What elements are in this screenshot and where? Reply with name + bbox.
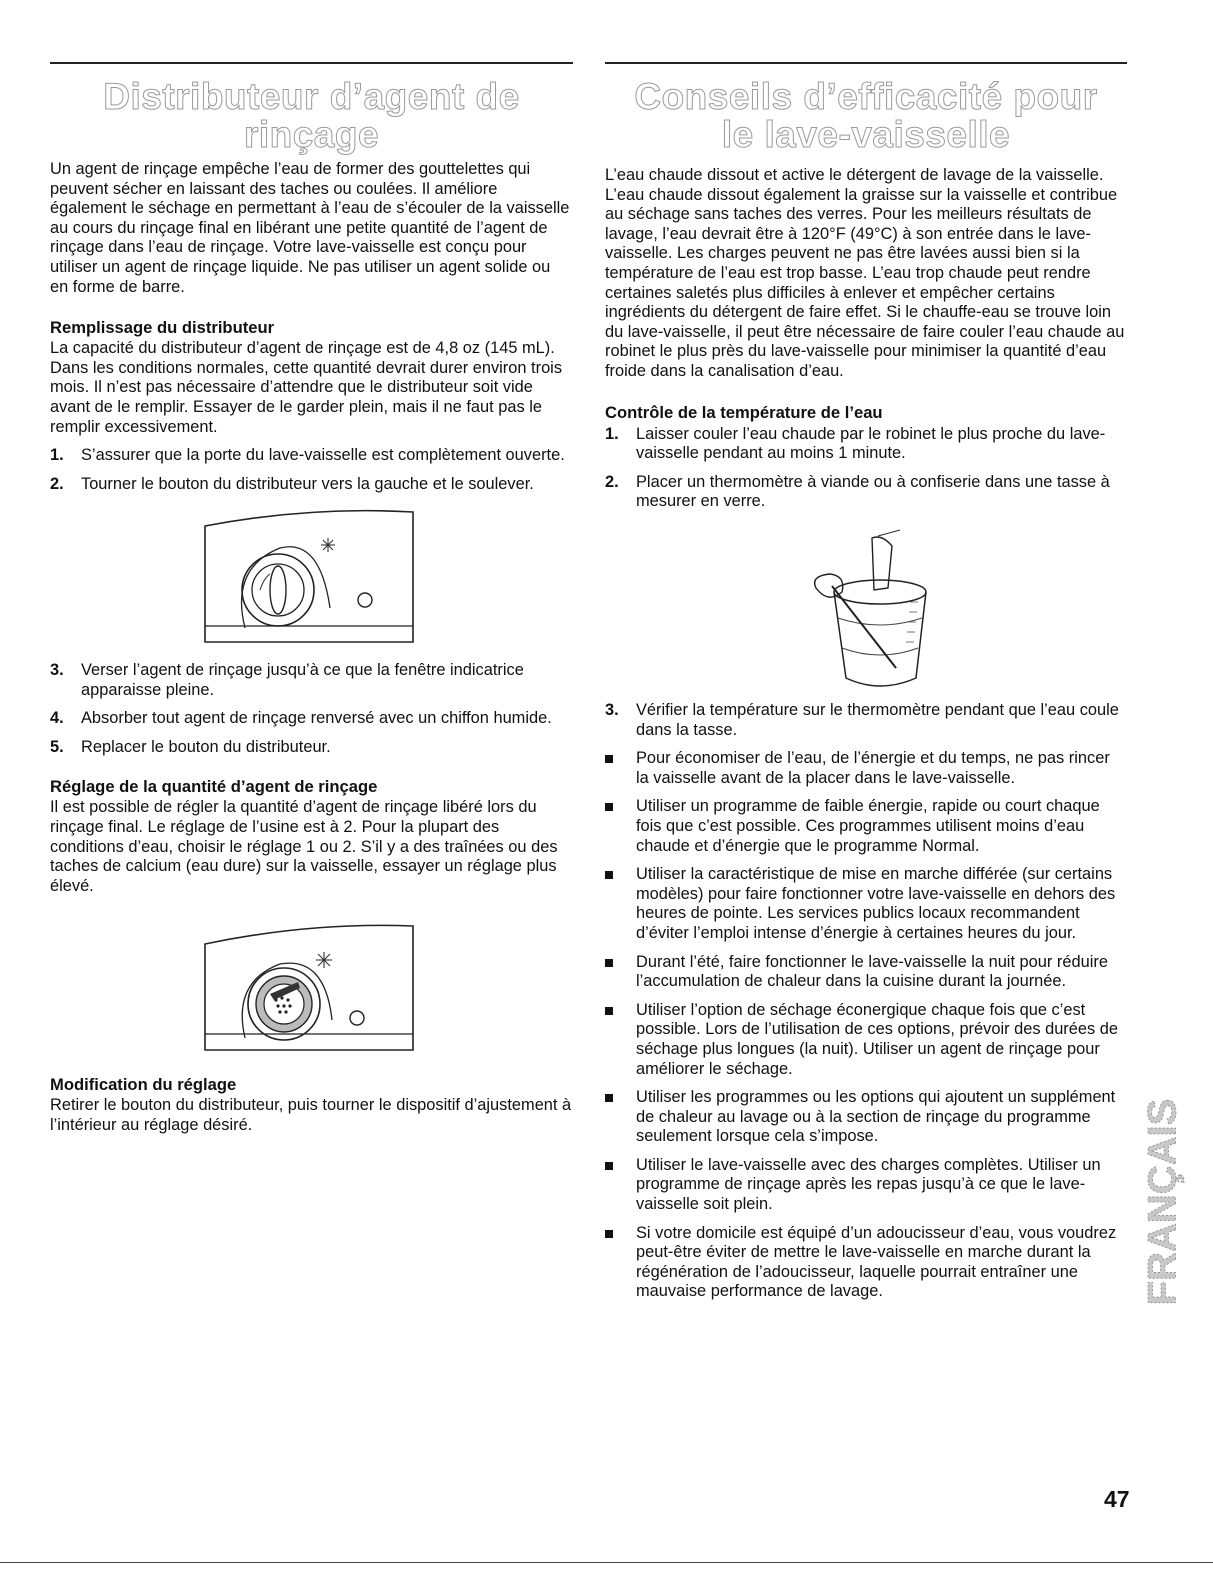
- step-number: 3.: [605, 701, 619, 719]
- step-number: 4.: [50, 709, 64, 728]
- bullet-icon: [605, 1230, 613, 1238]
- tip-text: Utiliser un programme de faible énergie, rapide ou court chaque fois que c’est possible. Ces programmes utilisent moins d’eau chaude et d’énergie que le programme Normal.: [636, 797, 1100, 855]
- fill-heading: Remplissage du distributeur: [50, 318, 275, 338]
- page-number: 47: [1104, 1486, 1130, 1512]
- bullet-icon: [605, 755, 613, 763]
- section-rule: [50, 62, 573, 64]
- right-column: [605, 62, 1127, 512]
- tip-item: [605, 1156, 1127, 1215]
- step-text: Placer un thermomètre à viande ou à confiserie dans une tasse à mesurer en verre.: [636, 472, 1110, 511]
- tip-item: [605, 797, 1127, 856]
- step-item: [50, 446, 573, 466]
- modify-paragraph: Retirer le bouton du distributeur, puis tourner le dispositif d’ajustement à l’intérieur au réglage désiré.: [50, 1096, 572, 1134]
- step-text: Tourner le bouton du distributeur vers la gauche et le soulever.: [81, 474, 534, 493]
- left-column-continued: [50, 661, 573, 896]
- steps-list-continued: [605, 701, 1127, 740]
- section-title: Distributeur d’agent de rinçage: [103, 76, 520, 155]
- left-column-end: [50, 1075, 573, 1135]
- intro-paragraph: L’eau chaude dissout et active le détergent de lavage de la vaisselle. L’eau chaude dissout également la graisse sur la vaisselle et contribue au séchage sans taches des verres. Pour les meilleurs résultats de lavage, l’eau devrait être à 120°F (49°C) à son entrée dans le lave-vaisselle. Les charges peuvent ne pas être lavées aussi bien si la température de l’eau est trop basse. L’eau trop chaude peut rendre certaines saletés plus difficiles à enlever et empêcher certains ingrédients du détergent de faire effet. Si le chauffe-eau se trouve loin du lave-vaisselle, il peut être nécessaire de faire couler l’eau chaude au robinet le plus près du lave-vaisselle pour minimiser la quantité d’eau froide dans la canalisation d’eau.: [605, 166, 1125, 380]
- tip-item: [605, 865, 1127, 943]
- step-item: [605, 473, 1127, 512]
- step-text: Vérifier la température sur le thermomètre pendant que l’eau coule dans la tasse.: [636, 701, 1119, 739]
- section-title-line1: Conseils d’efficacité pour: [634, 76, 1098, 117]
- bullet-icon: [605, 959, 613, 967]
- bullet-icon: [605, 871, 613, 879]
- step-item: [50, 709, 573, 729]
- step-item: [50, 661, 573, 700]
- bottom-rule: [0, 1562, 1213, 1563]
- tip-text: Utiliser les programmes ou les options qui ajoutent un supplément de chaleur au lavage ou à la section de rinçage du programme seulement lorsque cela s’impose.: [636, 1088, 1116, 1146]
- step-text: S’assurer que la porte du lave-vaisselle est complètement ouverte.: [81, 446, 565, 465]
- tip-item: [605, 1224, 1127, 1302]
- intro-paragraph: Un agent de rinçage empêche l’eau de former des gouttelettes qui peuvent sécher en laissant des taches ou coulées. Il améliore également le séchage en permettant à l’eau de s’écouler de la vaisselle au cours du rinçage final en libérant une petite quantité de l’agent de rinçage dans l’eau de rinçage. Votre lave-vaisselle est conçu pour utiliser un agent de rinçage liquide. Ne pas utiliser un agent solide ou en forme de barre.: [50, 160, 570, 296]
- bullet-icon: [605, 803, 613, 811]
- bullet-icon: [605, 1094, 613, 1102]
- left-column: [50, 62, 573, 494]
- tip-text: Durant l’été, faire fonctionner le lave-vaisselle la nuit pour réduire l’accumulation de chaleur dans la cuisine durant la journée.: [636, 952, 1108, 991]
- step-number: 2.: [50, 474, 64, 493]
- thermometer-cup-illustration: [808, 528, 936, 696]
- tip-item: [605, 749, 1127, 788]
- tip-text: Pour économiser de l’eau, de l’énergie et du temps, ne pas rincer la vaisselle avant de la placer dans le lave-vaisselle.: [636, 749, 1110, 787]
- steps-list: [605, 425, 1127, 512]
- tip-item: [605, 1088, 1127, 1147]
- bullet-icon: [605, 1007, 613, 1015]
- adjust-paragraph: Il est possible de régler la quantité d’agent de rinçage libéré lors du rinçage final. Le réglage de l’usine est à 2. Pour la plupart des conditions d’eau, choisir le réglage 1 ou 2. S’il y a des traînées ou des taches de calcium (eau dure) sur la vaisselle, essayer un réglage plus élevé.: [50, 798, 558, 895]
- step-text: Laisser couler l’eau chaude par le robinet le plus proche du lave-vaisselle pendant au moins 1 minute.: [636, 424, 1106, 463]
- step-text: Verser l’agent de rinçage jusqu’à ce que la fenêtre indicatrice apparaisse pleine.: [81, 661, 524, 699]
- temp-heading: Contrôle de la température de l’eau: [605, 402, 883, 422]
- adjust-heading: Réglage de la quantité d’agent de rinçage: [50, 777, 378, 797]
- step-number: 3.: [50, 661, 64, 679]
- tip-item: [605, 1001, 1127, 1079]
- modify-heading: Modification du réglage: [50, 1075, 237, 1094]
- tip-text: Utiliser la caractéristique de mise en marche différée (sur certains modèles) pour faire fonctionner votre lave-vaisselle en dehors des heures de pointe. Les services publics locaux recommandent d’éviter l’emploi intense d’énergie à certaines heures du jour.: [636, 865, 1116, 942]
- step-number: 2.: [605, 472, 619, 491]
- right-column-continued: [605, 701, 1127, 1302]
- bullet-icon: [605, 1162, 613, 1170]
- section-title-line2: le lave-vaisselle: [721, 114, 1011, 155]
- side-tab-label: FRANÇAIS: [1140, 1098, 1185, 1306]
- step-number: 1.: [605, 424, 619, 443]
- tip-text: Si votre domicile est équipé d’un adoucisseur d’eau, vous voudrez peut-être éviter de mettre le lave-vaisselle en marche durant la régénération de l’adoucisseur, laquelle pourrait entraîner une mauvaise performance de lavage.: [636, 1223, 1117, 1301]
- tip-item: [605, 953, 1127, 992]
- step-number: 1.: [50, 446, 64, 465]
- adjustment-dial-illustration: [200, 922, 420, 1062]
- step-item: [605, 425, 1127, 464]
- section-rule: [605, 62, 1127, 64]
- tips-list: [605, 749, 1127, 1302]
- step-text: Replacer le bouton du distributeur.: [81, 737, 331, 756]
- steps-list-continued: [50, 661, 573, 757]
- steps-list: [50, 446, 573, 494]
- step-item: [50, 738, 573, 758]
- tip-text: Utiliser le lave-vaisselle avec des charges complètes. Utiliser un programme de rinçage après les repas jusqu’à ce que le lave-vaisselle soit plein.: [636, 1155, 1101, 1214]
- step-item: [50, 475, 573, 495]
- language-side-tab: [1135, 1050, 1195, 1355]
- step-number: 5.: [50, 737, 64, 756]
- tip-text: Utiliser l’option de séchage éconergique chaque fois que c’est possible. Lors de l’utilisation de ces options, prévoir des durées de séchage plus longues (la nuit). Utiliser un agent de rinçage pour améliorer le séchage.: [636, 1000, 1118, 1078]
- step-item: [605, 701, 1127, 740]
- step-text: Absorber tout agent de rinçage renversé avec un chiffon humide.: [81, 709, 552, 728]
- dispenser-cap-illustration: [200, 508, 420, 654]
- fill-paragraph: La capacité du distributeur d’agent de rinçage est de 4,8 oz (145 mL). Dans les conditions normales, cette quantité devrait durer environ trois mois. Il n’est pas nécessaire d’attendre que le distributeur soit vide avant de le remplir. Essayer de le garder plein, mais il ne faut pas le remplir excessivement.: [50, 339, 563, 436]
